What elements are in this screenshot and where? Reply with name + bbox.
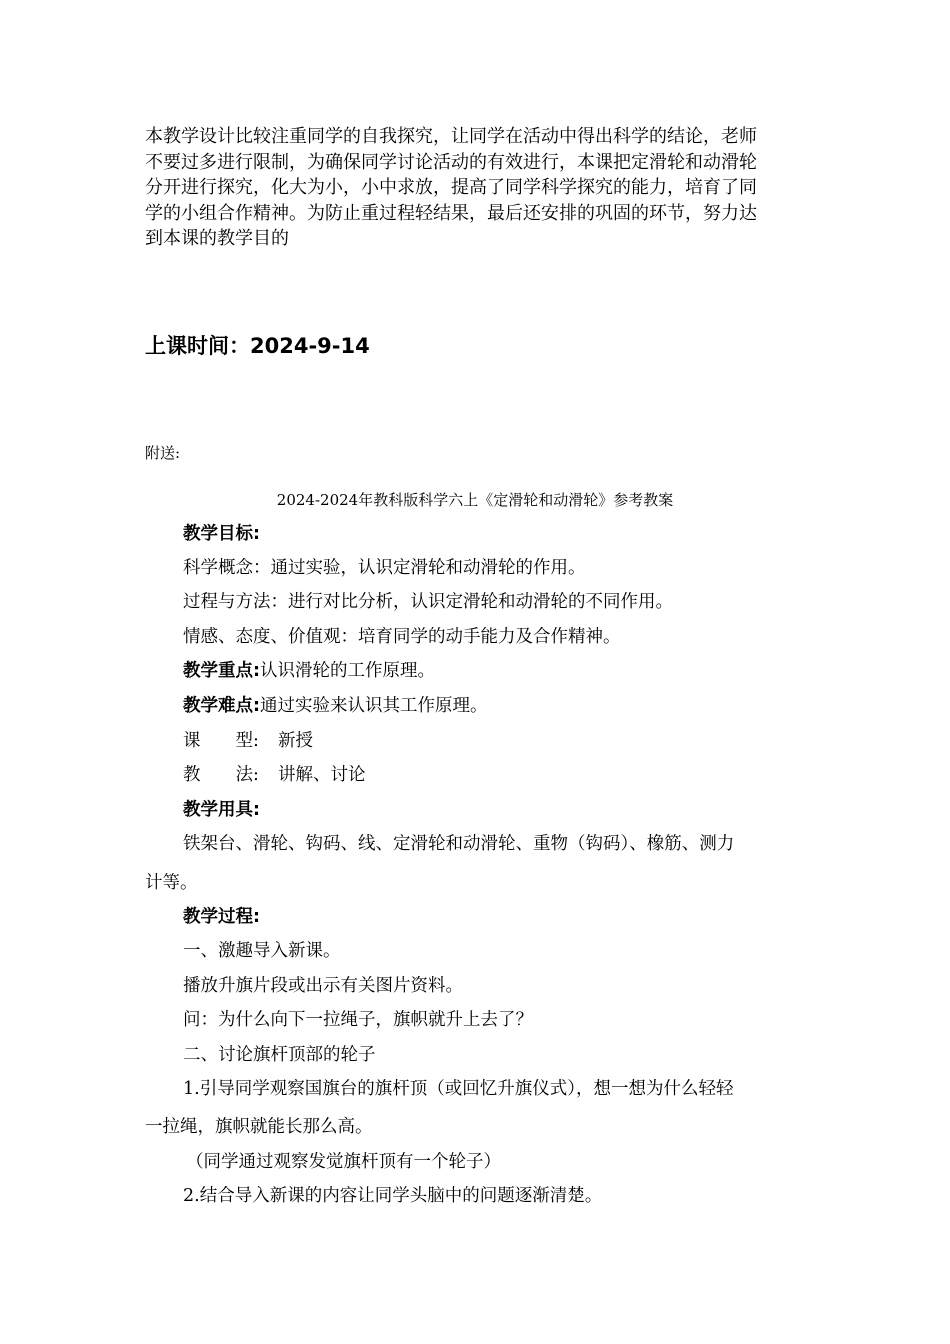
step-one-heading: 一、激趣导入新课。 xyxy=(183,941,341,961)
step-one-activity: 播放升旗片段或出示有关图片资料。 xyxy=(183,976,463,996)
step-two-heading: 二、讨论旗杆顶部的轮子 xyxy=(183,1045,376,1065)
difficulty-line xyxy=(183,694,488,718)
step-two-item-two: 2.结合导入新课的内容让同学头脑中的问题逐渐清楚。 xyxy=(183,1186,603,1206)
step-two-note: （同学通过观察发觉旗杆顶有一个轮子） xyxy=(186,1152,501,1172)
attitude-line: 情感、态度、价值观：培育同学的动手能力及合作精神。 xyxy=(183,627,621,647)
attachment-label: 附送: xyxy=(145,444,181,462)
method-label: 教 法: xyxy=(183,765,259,785)
step-two-item-one-continued: 一拉绳，旗帜就能长那么高。 xyxy=(145,1117,373,1137)
intro-line: 学的小组合作精神。为防止重过程轻结果，最后还安排的巩固的环节，努力达 xyxy=(145,202,757,224)
class-time-label: 上课时间： xyxy=(145,334,250,358)
intro-line: 分开进行探究，化大为小，小中求放，提高了同学科学探究的能力，培育了同 xyxy=(145,177,757,198)
step-one-question: 问：为什么向下一拉绳子，旗帜就升上去了？ xyxy=(183,1010,533,1030)
difficulty-label: 教学难点: xyxy=(183,696,260,716)
method-value: 讲解、讨论 xyxy=(278,765,366,785)
tools-line-continued: 计等。 xyxy=(145,873,198,893)
concept-line: 科学概念：通过实验，认识定滑轮和动滑轮的作用。 xyxy=(183,558,586,578)
intro-line: 本教学设计比较注重同学的自我探究，让同学在活动中得出科学的结论，老师 xyxy=(145,126,757,147)
method-line xyxy=(183,763,366,787)
type-label: 课 型: xyxy=(183,731,259,751)
process-method-line: 过程与方法：进行对比分析，认识定滑轮和动滑轮的不同作用。 xyxy=(183,592,673,612)
class-time-value: 2024-9-14 xyxy=(250,334,370,358)
process-heading: 教学过程: xyxy=(183,907,260,927)
tools-heading: 教学用具: xyxy=(183,800,260,820)
step-two-item-one: 1.引导同学观察国旗台的旗杆顶（或回忆升旗仪式），想一想为什么轻轻 xyxy=(183,1079,734,1099)
key-point-text: 认识滑轮的工作原理。 xyxy=(260,661,435,681)
class-time-heading xyxy=(145,331,370,361)
intro-line: 不要过多进行限制，为确保同学讨论活动的有效进行，本课把定滑轮和动滑轮 xyxy=(145,151,757,173)
difficulty-text: 通过实验来认识其工作原理。 xyxy=(260,696,488,716)
type-value: 新授 xyxy=(278,731,313,751)
tools-line: 铁架台、滑轮、钩码、线、定滑轮和动滑轮、重物（钩码）、橡筋、测力 xyxy=(183,834,735,854)
key-point-line xyxy=(183,659,435,683)
intro-paragraph xyxy=(145,124,810,252)
key-point-label: 教学重点: xyxy=(183,661,260,681)
intro-line: 到本课的教学目的 xyxy=(145,228,289,249)
type-line xyxy=(183,729,313,753)
document-title: 2024-2024年教科版科学六上《定滑轮和动滑轮》参考教案 xyxy=(276,491,674,509)
objectives-heading: 教学目标: xyxy=(183,524,260,544)
